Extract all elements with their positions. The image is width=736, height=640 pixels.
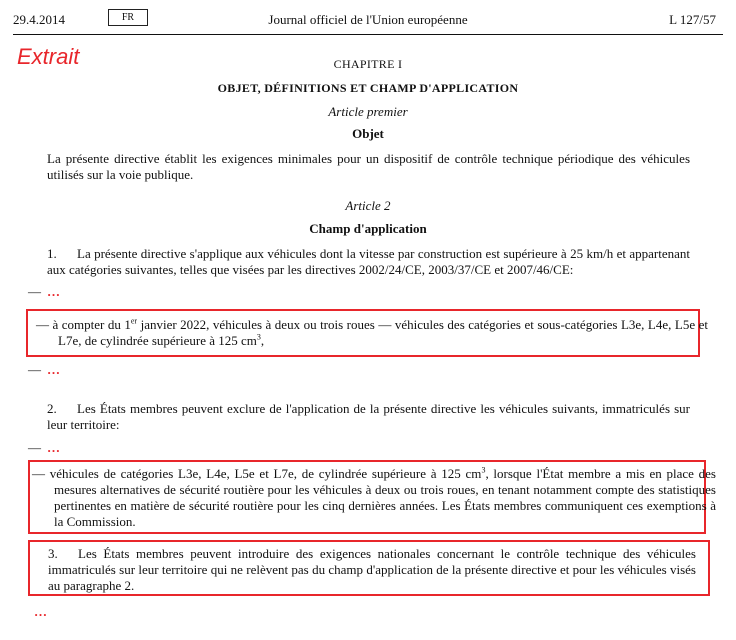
omission-line <box>28 284 61 300</box>
paragraph-text: Les États membres peuvent exclure de l'application de la présente directive les véhicules suivants, immatriculés sur leur territoire: <box>47 401 690 432</box>
publication-date: 29.4.2014 <box>13 12 65 27</box>
paragraph-number: 2. <box>47 401 57 416</box>
article1-title: Objet <box>352 126 384 141</box>
journal-header <box>0 0 736 40</box>
dash: — <box>28 284 41 299</box>
highlight-box-1 <box>26 309 708 357</box>
omission-marker: … <box>34 604 48 619</box>
omission-marker: … <box>47 440 61 455</box>
article1-label: Article premier <box>328 104 408 119</box>
omission-line <box>28 440 61 456</box>
omission-marker: … <box>47 284 61 299</box>
dash: — <box>28 362 41 377</box>
header-rule <box>13 34 723 35</box>
article1-text: La présente directive établit les exigences minimales pour un dispositif de contrôle technique périodique des véhicules utilisés sur la voie publique. <box>47 151 690 182</box>
chapter-label: CHAPITRE I <box>333 57 403 71</box>
page-reference: L 127/57 <box>669 12 716 27</box>
omission-marker: … <box>47 362 61 377</box>
box3-text <box>48 546 696 594</box>
paragraph-text: Les États membres peuvent introduire des exigences nationales concernant le contrôle technique des véhicules immatriculés sur leur territoire qui ne relèvent pas du champ d'application de la présente directive et pour les véhicules visés au paragraphe 2. <box>48 546 696 593</box>
article2-paragraph-2 <box>47 401 690 433</box>
dash: — <box>28 440 41 455</box>
omission-line <box>28 362 61 378</box>
article2-title: Champ d'application <box>309 221 427 236</box>
paragraph-text: La présente directive s'applique aux véhicules dont la vitesse par construction est supérieure à 25 km/h et appartenant aux catégories suivantes, telles que visées par les directives 2002/24/CE, 2003/37/CE et 2007/46/CE: <box>47 246 690 277</box>
article2-label: Article 2 <box>345 198 391 213</box>
chapter-title: OBJET, DÉFINITIONS ET CHAMP D'APPLICATION <box>217 81 519 95</box>
omission-line <box>28 604 48 620</box>
box2-text: — véhicules de catégories L3e, L4e, L5e et L7e, de cylindrée supérieure à 125 $cm^3$, lorsque l'État membre a mis en place des mesures alternatives de sécurité routière pour les véhicules à deux ou trois roues, en tenant notamment compte des statistiques pertinentes en matière de sécurité routière pour les cinq dernières années. Les États membres communiquent ces exemptions à la Commission. <box>32 465 716 529</box>
paragraph-number: 1. <box>47 246 57 261</box>
article2-paragraph-1 <box>47 246 690 278</box>
language-badge: FR <box>108 9 148 26</box>
box1-text: — à compter du 1er janvier 2022, véhicules à deux ou trois roues — véhicules des catégories et sous-catégories L3e, L4e, L5e et L7e, de cylindrée supérieure à 125 $cm^3$, <box>36 316 708 348</box>
highlight-box-2 <box>28 460 716 534</box>
paragraph-number: 3. <box>48 546 58 561</box>
highlight-box-3 <box>28 540 710 596</box>
journal-title: Journal officiel de l'Union européenne <box>268 12 468 27</box>
extract-stamp: Extrait <box>17 44 80 69</box>
